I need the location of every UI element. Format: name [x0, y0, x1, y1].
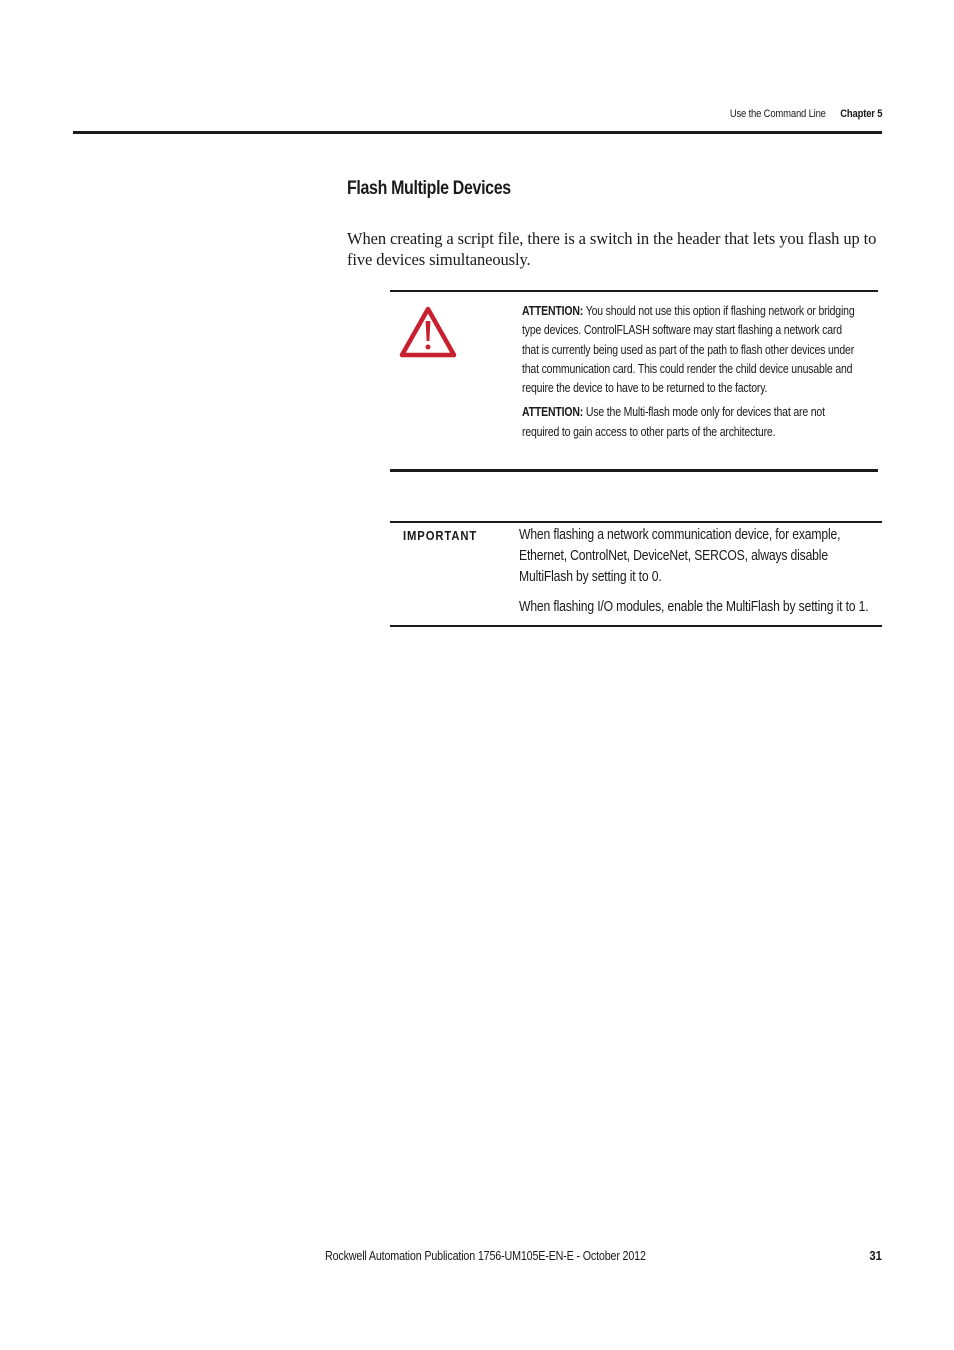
important-paragraph: When flashing a network communication device, for example, Ethernet, ControlNet, DeviceNet, SERCOS, always disable MultiFlash by setting it to 0. [519, 527, 841, 585]
warning-triangle-icon [399, 306, 457, 358]
attention-notice [390, 290, 878, 472]
footer-page-number: 31 [869, 1249, 882, 1263]
header-chapter-label: Chapter 5 [839, 108, 882, 120]
important-text [519, 525, 884, 627]
header-section-title: Use the Command Line [729, 108, 826, 120]
attention-lead: ATTENTION: [522, 405, 584, 420]
header-rule [73, 131, 882, 134]
important-paragraph: When flashing I/O modules, enable the MultiFlash by setting it to 1. [519, 599, 869, 615]
attention-lead: ATTENTION: [522, 304, 584, 318]
intro-paragraph: When creating a script file, there is a switch in the header that lets you flash up to five devices simultaneously. [347, 229, 877, 269]
attention-body: You should not use this option if flashing network or bridging type devices. ControlFLASH software may start flashing a network card that is currently being used as part of the path to flash other devices under that communication card. This could render the child device unusable and require the device to have to be returned to the factory. [522, 304, 855, 396]
attention-paragraph [522, 403, 858, 442]
section-title: Flash Multiple Devices [347, 178, 511, 199]
important-notice [390, 521, 882, 627]
running-header [729, 108, 882, 120]
important-label: IMPORTANT [403, 529, 478, 543]
attention-body: Use the Multi-flash mode only for devices that are not required to gain access to other parts of the architecture. [522, 405, 825, 439]
footer-publication: Rockwell Automation Publication 1756-UM105E-EN-E - October 2012 [325, 1249, 646, 1263]
attention-text [522, 302, 858, 447]
attention-paragraph [522, 302, 858, 398]
